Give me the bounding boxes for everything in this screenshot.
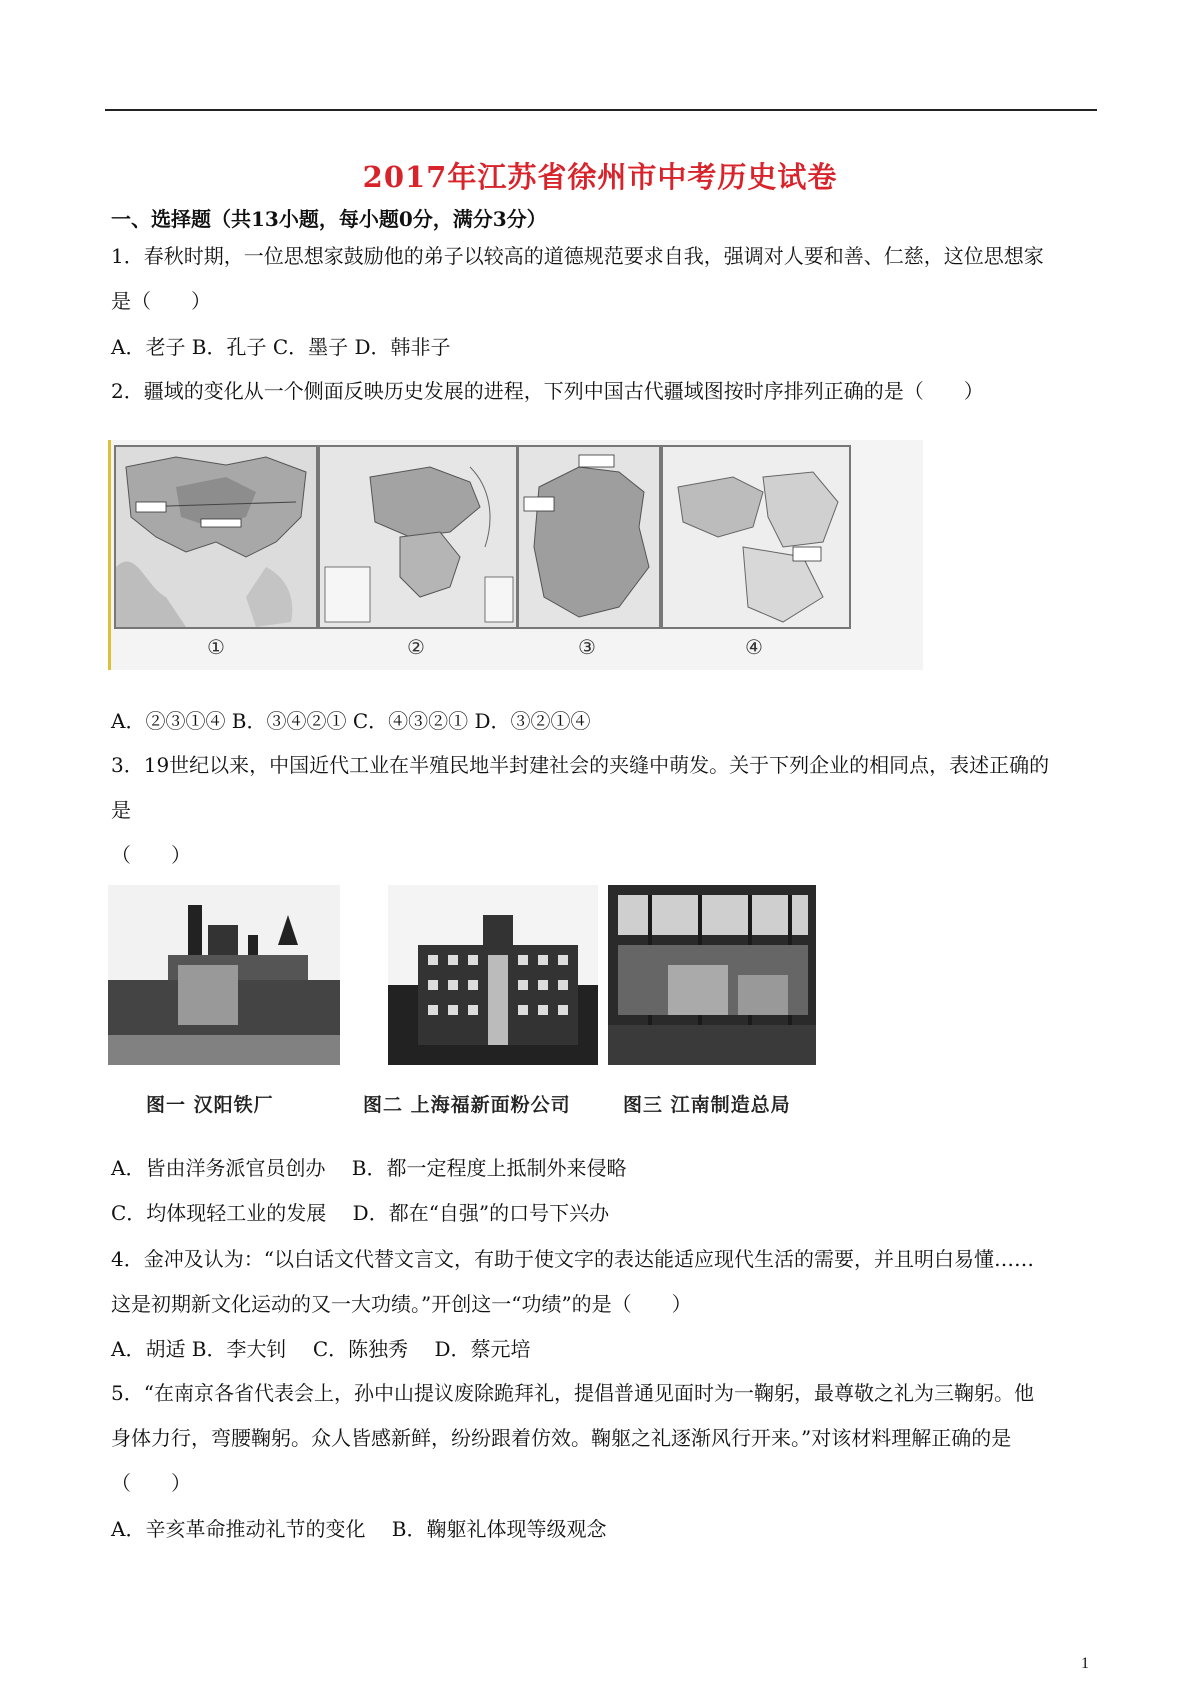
map-3-label: ③ [578,635,596,659]
question-3-bracket: （ ） [111,843,191,867]
map-2-image [318,445,518,629]
question-5-text: 5．“在南京各省代表会上，孙中山提议废除跪拜礼，提倡普通见面时为一鞠躬，最尊敬之礼为三鞠躬。他 [111,1381,1034,1405]
question-1-text: 1．春秋时期，一位思想家鼓励他的弟子以较高的道德规范要求自我，强调对人要和善、仁慈，这位思想家 [111,244,1044,268]
question-4-text: 4．金冲及认为：“以白话文代替文言文，有助于使文字的表达能适应现代生活的需要，并且明白易懂…… [111,1247,1034,1271]
map-1-label: ① [207,635,225,659]
question-3-options-cd: C．均体现轻工业的发展 D．都在“自强”的口号下兴办 [111,1201,610,1225]
question-4-text-cont: 这是初期新文化运动的又一大功绩。”开创这一“功绩”的是（ ） [111,1292,692,1316]
territory-maps-figure [108,440,923,670]
jiangnan-arsenal-photo [608,885,816,1065]
map-1-image [114,445,318,629]
question-3-text-cont: 是 [111,798,131,822]
question-1-text-cont: 是（ ） [111,289,211,313]
map-4-image [661,445,851,629]
enterprise-photos-figure [108,885,898,1125]
fuxin-flour-photo [388,885,598,1065]
page-number: 1 [1081,1655,1089,1672]
map-2-label: ② [407,635,425,659]
question-3-text: 3．19世纪以来，中国近代工业在半殖民地半封建社会的夹缝中萌发。关于下列企业的相同点，表述正确的 [111,753,1050,777]
question-5-bracket: （ ） [111,1471,191,1495]
photo-3-caption: 图三 江南制造总局 [623,1094,791,1116]
question-2-options: A．②③①④ B．③④②① C．④③②① D．③②①④ [111,709,591,733]
hanyang-ironworks-photo [108,885,340,1065]
question-5-options-ab: A．辛亥革命推动礼节的变化 B．鞠躯礼体现等级观念 [111,1517,607,1541]
document-title: 2017年江苏省徐州市中考历史试卷 [362,160,838,194]
question-5-text-cont: 身体力行，弯腰鞠躬。众人皆感新鲜，纷纷跟着仿效。鞠躯之礼逐渐风行开来。”对该材料理解正确的是 [111,1426,1012,1450]
question-4-options: A．胡适 B．李大钊 C．陈独秀 D．蔡元培 [111,1337,531,1361]
header-rule [105,109,1097,111]
question-1-options: A．老子 B．孔子 C．墨子 D．韩非子 [111,335,451,359]
photo-2-caption: 图二 上海福新面粉公司 [363,1094,571,1116]
map-3-image [517,445,661,629]
section-heading: 一、选择题（共13小题，每小题0分，满分3分） [111,207,547,231]
question-3-options-ab: A．皆由洋务派官员创办 B．都一定程度上抵制外来侵略 [111,1156,627,1180]
photo-1-caption: 图一 汉阳铁厂 [146,1094,274,1116]
question-2-text: 2．疆域的变化从一个侧面反映历史发展的进程，下列中国古代疆域图按时序排列正确的是（ ） [111,379,984,403]
map-4-label: ④ [745,635,763,659]
